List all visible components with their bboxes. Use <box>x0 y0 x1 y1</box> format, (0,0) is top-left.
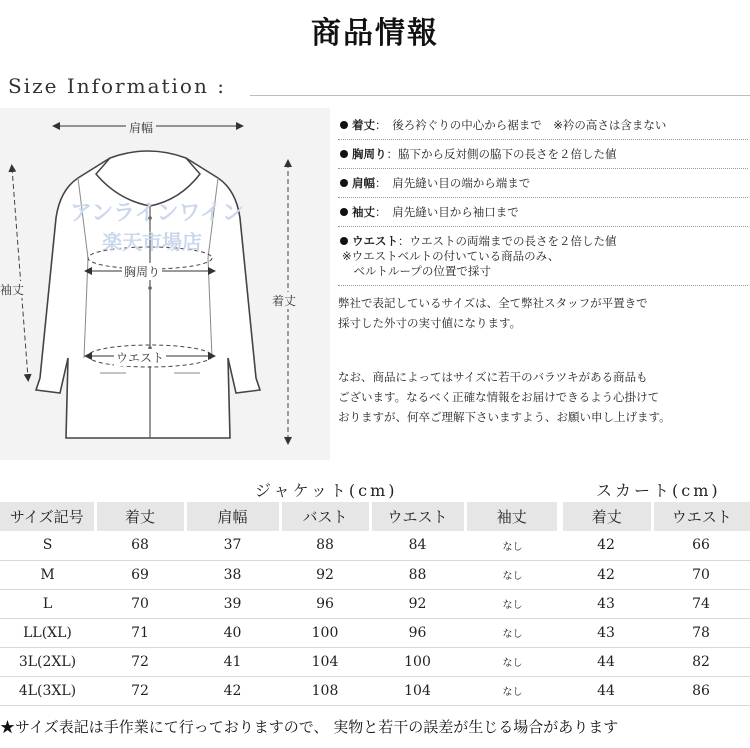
cell-value: 96 <box>370 618 465 647</box>
bullet-icon <box>340 150 348 158</box>
cell-value: なし <box>465 560 560 589</box>
cell-value: 39 <box>185 589 280 618</box>
cell-size: M <box>0 560 95 589</box>
cell-value: なし <box>465 531 560 560</box>
note-shoulder: 肩幅： 肩先縫い目の端から端まで <box>338 176 748 191</box>
watermark-line-2: 楽天市場店 <box>102 230 202 254</box>
table-row <box>0 647 750 676</box>
length-label: 着丈 <box>272 294 297 308</box>
note-waist-sub-2: ベルトループの位置で採寸 <box>342 264 491 278</box>
cell-value: 92 <box>280 560 370 589</box>
cell-size: L <box>0 589 95 618</box>
header-size-code: サイズ記号 <box>0 502 95 531</box>
cell-value: 44 <box>560 647 652 676</box>
cell-size: 3L(2XL) <box>0 647 95 676</box>
dotted-divider <box>338 197 748 198</box>
jacket-group-label: ジャケット(cm) <box>255 481 398 500</box>
cell-value: 108 <box>280 676 370 705</box>
cell-value: なし <box>465 618 560 647</box>
cell-value: 100 <box>370 647 465 676</box>
cell-value: 82 <box>652 647 750 676</box>
table-row <box>0 589 750 618</box>
header-skirt-waist: ウエスト <box>652 502 750 531</box>
header-bust: バスト <box>280 502 370 531</box>
note-chest: 胸周り：脇下から反対側の脇下の長さを２倍した値 <box>338 147 748 162</box>
dotted-divider <box>338 285 748 286</box>
cell-size: LL(XL) <box>0 618 95 647</box>
table-row <box>0 531 750 560</box>
footer-note: ★サイズ表記は手作業にて行っておりますので、 実物と若干の誤差が生じる場合があります <box>0 718 619 736</box>
variance-paragraph-line: おりますが、何卒ご理解下さいますよう、お願い申し上げます。 <box>338 410 671 424</box>
cell-value: 42 <box>560 531 652 560</box>
measure-paragraph-line: 弊社で表記しているサイズは、全て弊社スタッフが平置きで <box>338 296 648 310</box>
dotted-divider <box>338 226 748 227</box>
cell-value: 42 <box>560 560 652 589</box>
cell-value: 42 <box>185 676 280 705</box>
header-sleeve: 袖丈 <box>465 502 560 531</box>
note-sleeve: 袖丈： 肩先縫い目から袖口まで <box>338 205 748 220</box>
cell-value: 40 <box>185 618 280 647</box>
bullet-icon <box>340 237 348 245</box>
header-shoulder: 肩幅 <box>185 502 280 531</box>
garment-diagram <box>0 108 330 460</box>
measure-paragraph-line: 採寸した外寸の実寸値になります。 <box>338 316 522 330</box>
table-row <box>0 618 750 647</box>
header-skirt-length: 着丈 <box>560 502 652 531</box>
table-header-row <box>0 502 750 531</box>
cell-value: 70 <box>95 589 185 618</box>
cell-value: 88 <box>280 531 370 560</box>
cell-value: 72 <box>95 676 185 705</box>
cell-size: 4L(3XL) <box>0 676 95 705</box>
header-jacket-length: 着丈 <box>95 502 185 531</box>
cell-value: 71 <box>95 618 185 647</box>
cell-value: 72 <box>95 647 185 676</box>
sleeve-label: 袖丈 <box>0 283 25 297</box>
cell-value: なし <box>465 647 560 676</box>
cell-value: 86 <box>652 676 750 705</box>
skirt-group-label: スカート(cm) <box>596 481 721 500</box>
cell-value: 88 <box>370 560 465 589</box>
cell-value: 43 <box>560 618 652 647</box>
cell-value: 41 <box>185 647 280 676</box>
measurement-notes <box>338 118 748 427</box>
cell-value: 104 <box>280 647 370 676</box>
table-row <box>0 676 750 705</box>
cell-value: 92 <box>370 589 465 618</box>
cell-value: 38 <box>185 560 280 589</box>
cell-size: S <box>0 531 95 560</box>
cell-value: 69 <box>95 560 185 589</box>
cell-value: 44 <box>560 676 652 705</box>
dotted-divider <box>338 139 748 140</box>
header-jacket-waist: ウエスト <box>370 502 465 531</box>
note-waist-sub-1: ※ウエストベルトの付いている商品のみ、 <box>342 249 560 263</box>
cell-value: 104 <box>370 676 465 705</box>
bullet-icon <box>340 121 348 129</box>
table-row <box>0 560 750 589</box>
cell-value: 100 <box>280 618 370 647</box>
page-title: 商品情報 <box>311 16 439 51</box>
section-label: Size Information : <box>8 74 226 98</box>
dotted-divider <box>338 168 748 169</box>
size-table <box>0 502 750 706</box>
cell-value: 84 <box>370 531 465 560</box>
cell-value: 66 <box>652 531 750 560</box>
waist-label: ウエスト <box>116 351 165 365</box>
variance-paragraph-line: なお、商品によってはサイズに若干のバラツキがある商品も <box>338 370 648 384</box>
chest-label: 胸周り <box>124 265 161 279</box>
cell-value: 68 <box>95 531 185 560</box>
cell-value: なし <box>465 676 560 705</box>
cell-value: 43 <box>560 589 652 618</box>
cell-value: 74 <box>652 589 750 618</box>
section-divider <box>250 95 750 96</box>
bullet-icon <box>340 208 348 216</box>
cell-value: 70 <box>652 560 750 589</box>
cell-value: 78 <box>652 618 750 647</box>
cell-value: なし <box>465 589 560 618</box>
note-waist: ウエスト：ウエストの両端までの長さを２倍した値 <box>338 234 748 249</box>
variance-paragraph-line: ございます。なるべく正確な情報をお届けできるよう心掛けて <box>338 390 660 404</box>
bullet-icon <box>340 179 348 187</box>
cell-value: 96 <box>280 589 370 618</box>
cell-value: 37 <box>185 531 280 560</box>
note-length: 着丈： 後ろ衿ぐりの中心から裾まで ※衿の高さは含まない <box>338 118 748 133</box>
shoulder-label: 肩幅 <box>126 119 156 136</box>
watermark-line-1: アンラインワイン <box>70 201 244 226</box>
coat-illustration <box>0 108 330 460</box>
